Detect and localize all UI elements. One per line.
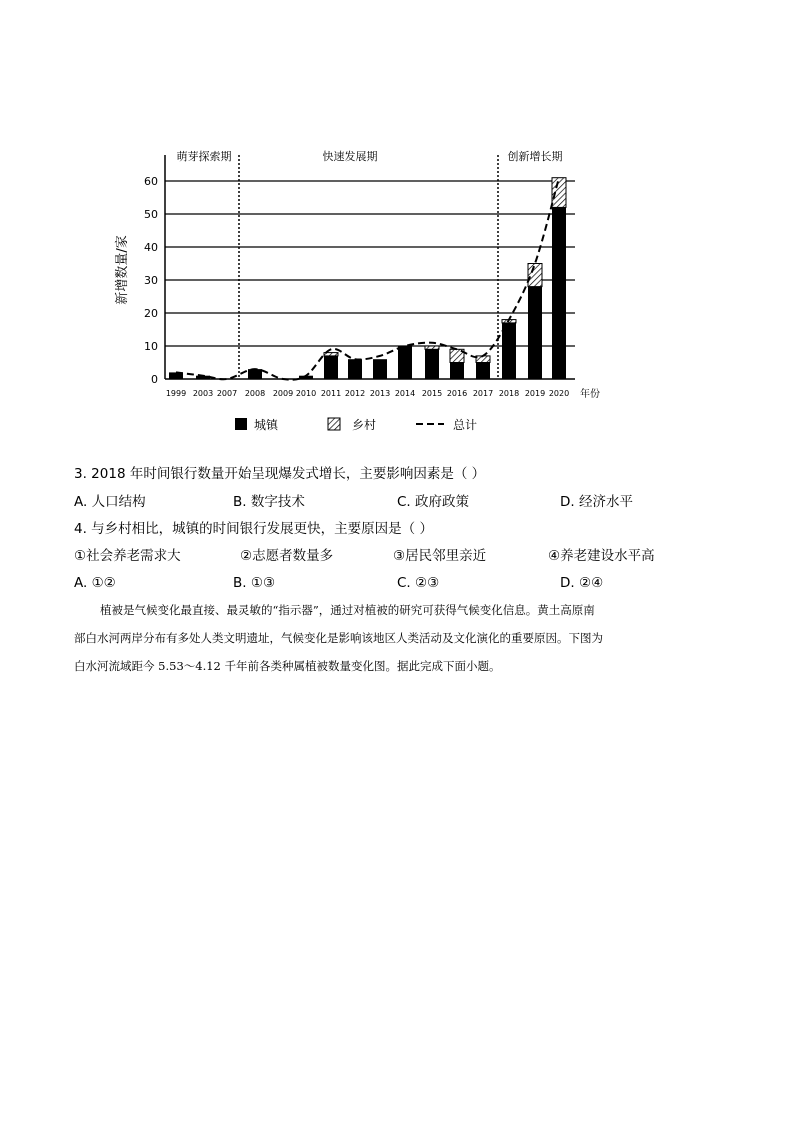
phase-label-2: 快速发展期 — [322, 150, 378, 163]
bar-urban — [398, 346, 412, 379]
q4-statement-3: ③居民邻里亲近 — [393, 548, 487, 564]
bar-urban — [450, 363, 464, 380]
bar-urban — [324, 356, 338, 379]
y-tick-label: 60 — [144, 175, 158, 188]
bar-urban — [502, 323, 516, 379]
y-tick-labels — [144, 175, 158, 386]
legend-rural-swatch — [328, 418, 340, 430]
legend-urban-label: 城镇 — [254, 418, 279, 432]
passage-line-3: 白水河流域距今 5.53～4.12 千年前各类种属植被数量变化图。据此完成下面小题。 — [74, 659, 501, 673]
q4-statement-2: ②志愿者数量多 — [240, 548, 334, 564]
chart-legend — [235, 417, 477, 432]
bar-urban — [248, 369, 262, 379]
x-tick-label: 2015 — [421, 389, 443, 398]
chart-bars — [169, 178, 566, 379]
q4-option-c: C. ②③ — [397, 575, 440, 591]
legend-total-label: 总计 — [453, 418, 478, 432]
time-bank-chart — [0, 0, 794, 460]
x-tick-label: 1999 — [165, 389, 187, 398]
x-tick-label: 2020 — [548, 389, 570, 398]
y-axis-label: 新增数量/家 — [115, 235, 130, 305]
bar-urban — [528, 287, 542, 379]
y-tick-label: 20 — [144, 307, 158, 320]
x-tick-label: 2010 — [295, 389, 317, 398]
x-tick-label: 2007 — [216, 389, 238, 398]
y-tick-label: 0 — [151, 373, 158, 386]
phase-label-1: 萌芽探索期 — [176, 150, 232, 163]
q3-option-a: A. 人口结构 — [74, 494, 146, 510]
question-3-stem: 3. 2018 年时间银行数量开始呈现爆发式增长，主要影响因素是（ ） — [74, 466, 486, 482]
q4-option-d: D. ②④ — [560, 575, 604, 591]
q3-option-c: C. 政府政策 — [397, 494, 470, 510]
phase-label-3: 创新增长期 — [507, 150, 563, 163]
x-tick-label: 2008 — [244, 389, 266, 398]
y-tick-label: 50 — [144, 208, 158, 221]
bar-urban — [373, 359, 387, 379]
x-tick-label: 2017 — [472, 389, 494, 398]
bar-urban — [476, 363, 490, 380]
q4-option-b: B. ①③ — [233, 575, 276, 591]
x-tick-label: 2012 — [344, 389, 366, 398]
y-tick-label: 40 — [144, 241, 158, 254]
q3-option-b: B. 数字技术 — [233, 494, 305, 510]
x-tick-label: 2019 — [524, 389, 546, 398]
x-tick-label: 2011 — [320, 389, 342, 398]
legend-urban-swatch — [235, 418, 247, 430]
x-axis-label: 年份 — [580, 389, 600, 400]
bar-rural — [528, 264, 542, 287]
x-tick-label: 2009 — [272, 389, 294, 398]
bar-urban — [348, 359, 362, 379]
legend-rural-label: 乡村 — [352, 418, 377, 432]
y-tick-label: 30 — [144, 274, 158, 287]
bar-rural — [425, 346, 439, 349]
bar-urban — [552, 207, 566, 379]
x-tick-label: 2018 — [498, 389, 520, 398]
y-tick-label: 10 — [144, 340, 158, 353]
q4-option-a: A. ①② — [74, 575, 116, 591]
x-tick-label: 2016 — [446, 389, 468, 398]
x-tick-label: 2003 — [192, 389, 214, 398]
total-dashed-line — [176, 178, 559, 380]
q3-option-d: D. 经济水平 — [560, 494, 633, 510]
q4-statement-4: ④养老建设水平高 — [548, 548, 655, 564]
x-tick-label: 2014 — [394, 389, 416, 398]
question-4-stem: 4. 与乡村相比，城镇的时间银行发展更快，主要原因是（ ） — [74, 521, 433, 537]
bar-urban — [425, 349, 439, 379]
x-tick-labels — [166, 389, 569, 398]
passage-line-2: 部白水河两岸分布有多处人类文明遗址，气候变化是影响该地区人类活动及文化演化的重要原因。下图为 — [74, 631, 603, 645]
x-tick-label: 2013 — [369, 389, 391, 398]
q4-statement-1: ①社会养老需求大 — [74, 548, 181, 564]
passage-line-1 — [74, 602, 724, 619]
passage-text-1: 植被是气候变化最直接、最灵敏的“指示器”，通过对植被的研究可获得气候变化信息。黄土高原南 — [100, 603, 595, 617]
